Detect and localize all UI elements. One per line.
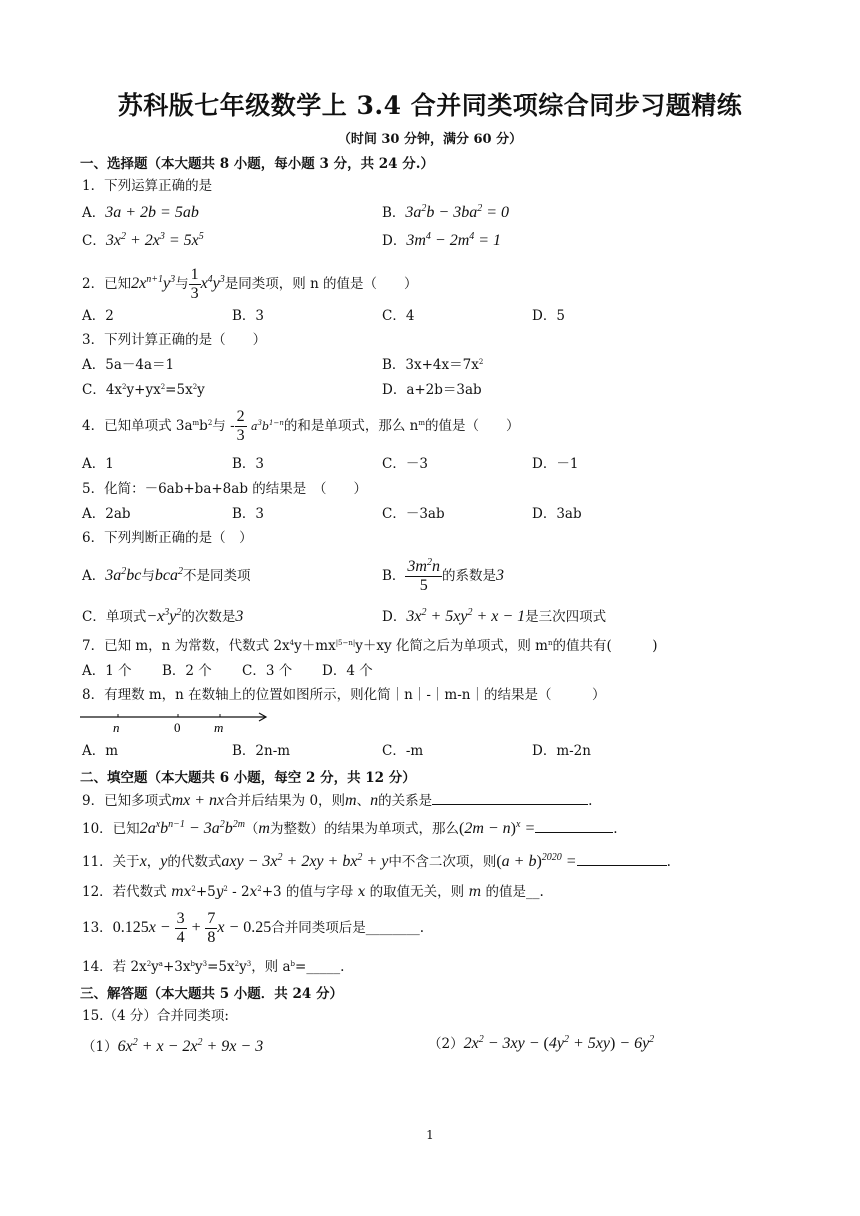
q5-option-d: D．3ab <box>532 506 582 522</box>
q8-stem: 8．有理数 m，n 在数轴上的位置如图所示，则化简｜n｜-｜m-n｜的结果是（ ） <box>82 687 606 703</box>
q1-stem: 1．下列运算正确的是 <box>82 178 213 194</box>
q6-option-b: B． $\frac{3m^2n}{5}$ 的系数是3 <box>382 557 504 594</box>
q3-option-d: D．a+2b＝3ab <box>382 382 482 398</box>
q7-option-d: D．4 个 <box>322 663 373 679</box>
q4-option-b: B．3 <box>232 456 265 472</box>
q4-option-d: D．－1 <box>532 456 579 472</box>
q2-option-b: B．3 <box>232 308 265 324</box>
q10-answer-blank <box>535 818 613 833</box>
q15-part-1: $(1)6x^2 + x - 2x^2 + 9x - 3$ <box>82 1037 264 1055</box>
q2-stem: 2．已知$2x^{n+1}y^3$与 $\frac{1}{3}$ $x^4y^3$是同类项，则 n 的值是（ ） <box>82 266 418 302</box>
page-subtitle: （时间 30 分钟，满分 60 分） <box>337 132 523 147</box>
q11-answer-blank <box>577 851 667 866</box>
q4-stem: 4．已知单项式 $3a^mb^2$与 - $\frac{2}{3}$ $a^3b^{1-n}$的和是单项式，那么 $n^m$的值是（ ） <box>82 408 520 444</box>
q1-option-b: B．$3a^2b - 3ba^2 = 0$ <box>382 203 510 221</box>
q11-stem: 11．关于x，y的代数式axy − $3x^2 + 2xy + bx^2 + y$中不含二次项，则$(a + b)^{2020}$ = . <box>82 852 671 870</box>
q10-stem: 10．已知$2a^xb^{n-1} - 3a^2b^{2m}(m$为整数）的结果为单项式，那么$(2m - n)^x$ = . <box>82 819 618 837</box>
q2-option-a: A．2 <box>82 308 114 324</box>
q8-option-c: C．-m <box>382 743 424 759</box>
q8-option-a: A．m <box>82 743 119 759</box>
section-heading-choice: 一、选择题（本大题共 8 小题，每小题 3 分，共 24 分.） <box>80 156 434 172</box>
number-line-figure <box>80 710 270 736</box>
q3-option-a: A．5a－4a＝1 <box>82 357 175 373</box>
q12-stem: 12．若代数式 $mx^2+5y^2 - 2x^2+3$ 的值与字母 x 的取值无关，则 m 的值是__. <box>82 884 544 900</box>
page-title: 苏科版七年级数学上 3.4 合并同类项综合同步习题精练 <box>117 91 743 120</box>
q6-option-c: C．单项式$-x^3y^2$的次数是3 <box>82 607 244 625</box>
section-heading-fill: 二、填空题（本大题共 6 小题，每空 2 分，共 12 分） <box>80 770 416 786</box>
page-number: 1 <box>426 1128 434 1142</box>
q9-answer-blank <box>432 790 588 805</box>
q4-option-c: C．－3 <box>382 456 428 472</box>
q2-fraction: $\frac{1}{3}$ <box>190 266 199 302</box>
q8-option-d: D．m-2n <box>532 743 591 759</box>
q4-fraction: $\frac{2}{3}$ <box>236 408 245 444</box>
q9-stem: 9．已知多项式mx + nx合并后结果为 0，则m、n的关系是 . <box>82 792 593 809</box>
axis-label-m: m <box>214 720 224 735</box>
q7-stem: 7．已知 m，n 为常数，代数式 $2x^4y+mx^{|5-n|}y+xy$ 化简之后为单项式，则 $m^n$的值共有( ) <box>82 638 658 654</box>
section-heading-solve: 三、解答题（本大题共 5 小题．共 24 分） <box>80 986 343 1002</box>
q5-stem: 5．化简：－6ab+ba+8ab 的结果是 （ ） <box>82 481 368 497</box>
q7-option-a: A．1 个 <box>82 663 132 679</box>
q5-option-b: B．3 <box>232 506 265 522</box>
q5-option-a: A．2ab <box>82 506 131 522</box>
q2-option-d: D．5 <box>532 308 565 324</box>
q3-option-c: C．$4x^2y+yx^2=5x^2y$ <box>82 382 205 398</box>
q1-option-d: D．$3m^4 - 2m^4 = 1$ <box>382 231 502 249</box>
q3-stem: 3．下列计算正确的是（ ） <box>82 332 267 348</box>
q15-stem: 15.（4 分）合并同类项: <box>82 1008 229 1024</box>
q1-option-a: A．3a + 2b = 5ab <box>82 204 199 221</box>
q4-option-a: A．1 <box>82 456 114 472</box>
q13-stem: 13．0.125x − $\frac{3}{4}$ + $\frac{7}{8}$ x − 0.25合并同类项后是________. <box>82 910 425 946</box>
q2-option-c: C．4 <box>382 308 415 324</box>
q6-option-a: A．$3a^2bc$与bca$^2$不是同类项 <box>82 566 251 584</box>
q14-stem: 14．若 $2x^2y^a+3x^by^3=5x^2y^3$，则 $a^b=\_\_\_\_\_$. <box>82 959 345 975</box>
q15-part-2: $(2)2x^2 - 3xy - (4y^2 + 5xy) - 6y^2$ <box>428 1034 655 1052</box>
axis-label-zero: 0 <box>174 720 181 735</box>
q1-option-c: C．$3x^2 + 2x^3 = 5x^5$ <box>82 231 204 249</box>
q7-option-c: C．3 个 <box>242 663 293 679</box>
q7-option-b: B．2 个 <box>162 663 212 679</box>
axis-label-n: n <box>113 720 120 735</box>
q6-stem: 6．下列判断正确的是（ ） <box>82 530 253 546</box>
q5-option-c: C．－3ab <box>382 506 445 522</box>
q3-option-b: B．$3x+4x=7x^2$ <box>382 357 484 373</box>
q8-option-b: B．2n-m <box>232 743 291 759</box>
q6-option-d: D．$3x^2 + 5xy^2 + x - 1$是三次四项式 <box>382 607 607 625</box>
